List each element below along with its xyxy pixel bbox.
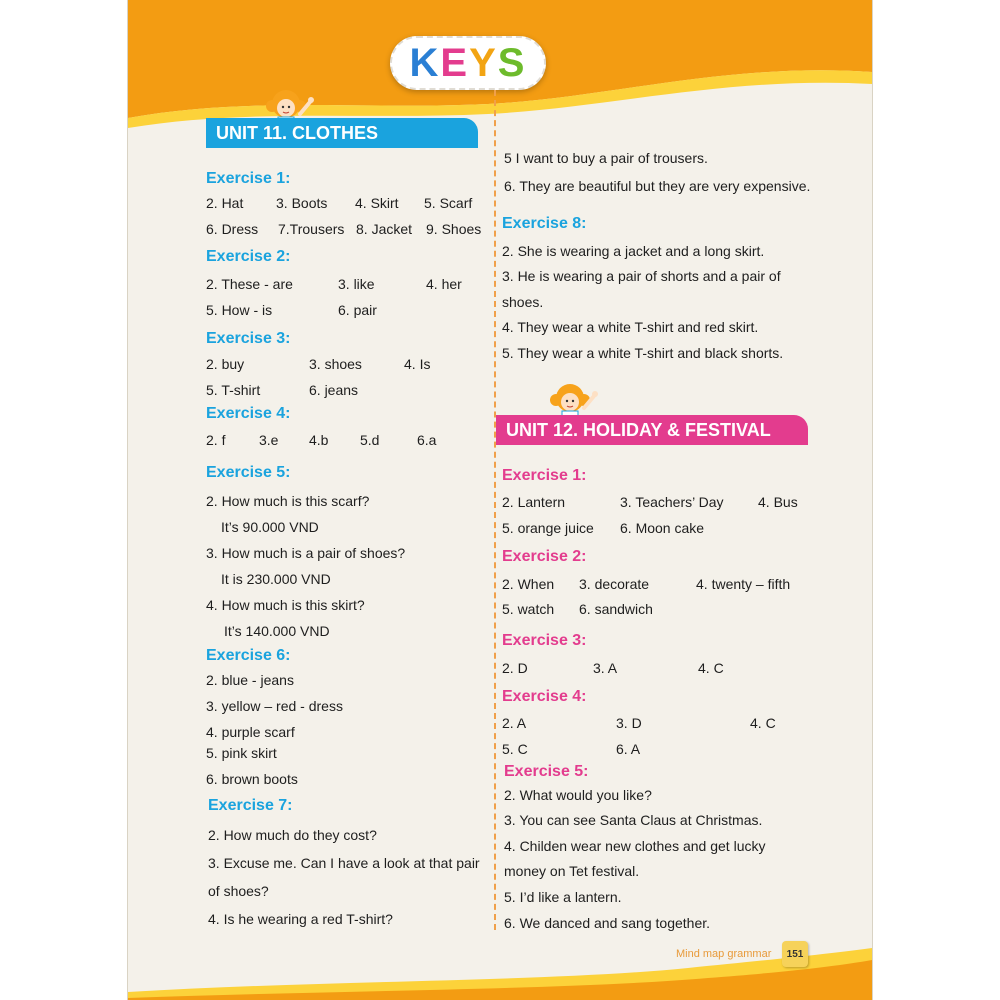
- book-title-footer: Mind map grammar: [676, 948, 772, 960]
- unit12-exercise-1-title: Exercise 1:: [502, 467, 587, 484]
- list-item: 2. When: [502, 576, 555, 592]
- list-item: 6. We danced and sang together.: [504, 915, 711, 931]
- list-item: 3. Boots: [276, 195, 328, 211]
- list-item: 3. A: [593, 660, 618, 676]
- unit-11-title: UNIT 11. CLOTHES: [206, 118, 478, 148]
- keys-letter-s: S: [497, 40, 527, 85]
- list-item: 6. sandwich: [579, 601, 653, 617]
- list-item: 2. D: [502, 660, 528, 676]
- list-item: 2. She is wearing a jacket and a long skirt.: [502, 243, 765, 259]
- list-item: It’s 90.000 VND: [221, 519, 319, 535]
- list-item: 6. Moon cake: [620, 520, 705, 536]
- girl-mascot-icon: [546, 378, 602, 420]
- list-item: 2. buy: [206, 356, 245, 372]
- list-item: 2. blue - jeans: [206, 672, 294, 688]
- unit11-exercise-6-title: Exercise 6:: [206, 647, 291, 664]
- unit11-exercise-4-title: Exercise 4:: [206, 405, 291, 422]
- list-item: 4. twenty – fifth: [696, 576, 791, 592]
- list-item: 3. yellow – red - dress: [206, 698, 343, 714]
- list-item: 7.Trousers: [278, 221, 345, 237]
- list-item: 4. Childen wear new clothes and get lucky: [504, 838, 766, 854]
- keys-letter-e: E: [440, 40, 470, 85]
- page-number: 151: [782, 941, 808, 967]
- list-item: 6. brown boots: [206, 771, 298, 787]
- list-item: 3. Excuse me. Can I have a look at that pair: [208, 855, 480, 871]
- list-item: 3. Teachers’ Day: [620, 494, 724, 510]
- list-item: of shoes?: [208, 883, 269, 899]
- list-item: 5. watch: [502, 601, 555, 617]
- list-item: shoes.: [502, 294, 544, 310]
- list-item: 5. pink skirt: [206, 745, 277, 761]
- list-item: 6. They are beautiful but they are very expensive.: [504, 178, 811, 194]
- list-item: 4.b: [309, 432, 329, 448]
- list-item: 6. A: [616, 741, 641, 757]
- list-item: 3. You can see Santa Claus at Christmas.: [504, 812, 763, 828]
- unit11-exercise-2-title: Exercise 2:: [206, 248, 291, 265]
- list-item: 2. Lantern: [502, 494, 566, 510]
- list-item: 6. pair: [338, 302, 377, 318]
- list-item: 3. decorate: [579, 576, 650, 592]
- list-item: 3.e: [259, 432, 279, 448]
- list-item: 5 I want to buy a pair of trousers.: [504, 150, 708, 166]
- unit11-exercise-3-title: Exercise 3:: [206, 330, 291, 347]
- list-item: 4. Bus: [758, 494, 798, 510]
- list-item: 4. How much is this skirt?: [206, 597, 365, 613]
- unit12-exercise-4-title: Exercise 4:: [502, 688, 587, 705]
- list-item: money on Tet festival.: [504, 863, 640, 879]
- list-item: 5. orange juice: [502, 520, 594, 536]
- keys-letter-k: K: [409, 40, 441, 85]
- list-item: It’s 140.000 VND: [224, 623, 330, 639]
- list-item: 4. Is he wearing a red T-shirt?: [208, 911, 393, 927]
- list-item: 5. They wear a white T-shirt and black shorts.: [502, 345, 784, 361]
- list-item: 3. like: [338, 276, 375, 292]
- list-item: 4. Is: [404, 356, 431, 372]
- list-item: 5. I’d like a lantern.: [504, 889, 622, 905]
- list-item: 2. A: [502, 715, 527, 731]
- unit11-exercise-7-title: Exercise 7:: [208, 797, 293, 814]
- unit12-exercise-2-title: Exercise 2:: [502, 548, 587, 565]
- list-item: 2. How much do they cost?: [208, 827, 377, 843]
- unit-12-title: UNIT 12. HOLIDAY & FESTIVAL: [496, 415, 808, 445]
- list-item: 9. Shoes: [426, 221, 482, 237]
- list-item: 4. C: [750, 715, 776, 731]
- list-item: 4. purple scarf: [206, 724, 295, 740]
- list-item: 5. How - is: [206, 302, 273, 318]
- list-item: 3. D: [616, 715, 642, 731]
- list-item: 4. her: [426, 276, 462, 292]
- list-item: 4. C: [698, 660, 724, 676]
- unit12-exercise-5-title: Exercise 5:: [504, 763, 589, 780]
- list-item: It is 230.000 VND: [221, 571, 331, 587]
- unit12-exercise-3-title: Exercise 3:: [502, 632, 587, 649]
- list-item: 6. Dress: [206, 221, 259, 237]
- list-item: 5.d: [360, 432, 380, 448]
- list-item: 4. They wear a white T-shirt and red skirt.: [502, 319, 759, 335]
- unit11-exercise-1-title: Exercise 1:: [206, 170, 291, 187]
- list-item: 8. Jacket: [356, 221, 413, 237]
- list-item: 2. What would you like?: [504, 787, 652, 803]
- list-item: 4. Skirt: [355, 195, 399, 211]
- list-item: 3. How much is a pair of shoes?: [206, 545, 406, 561]
- column-divider: [494, 90, 496, 930]
- list-item: 5. Scarf: [424, 195, 473, 211]
- list-item: 3. shoes: [309, 356, 362, 372]
- list-item: 2. How much is this scarf?: [206, 493, 370, 509]
- list-item: 5. T-shirt: [206, 382, 261, 398]
- list-item: 5. C: [502, 741, 528, 757]
- list-item: 2. f: [206, 432, 226, 448]
- list-item: 2. Hat: [206, 195, 244, 211]
- book-page: [128, 0, 872, 1000]
- list-item: 2. These - are: [206, 276, 293, 292]
- unit11-exercise-5-title: Exercise 5:: [206, 464, 291, 481]
- keys-title-badge: [390, 36, 546, 90]
- unit11-exercise-8-title: Exercise 8:: [502, 215, 587, 232]
- keys-letter-y: Y: [469, 40, 498, 85]
- list-item: 6.a: [417, 432, 437, 448]
- list-item: 6. jeans: [309, 382, 359, 398]
- list-item: 3. He is wearing a pair of shorts and a pair of: [502, 268, 781, 284]
